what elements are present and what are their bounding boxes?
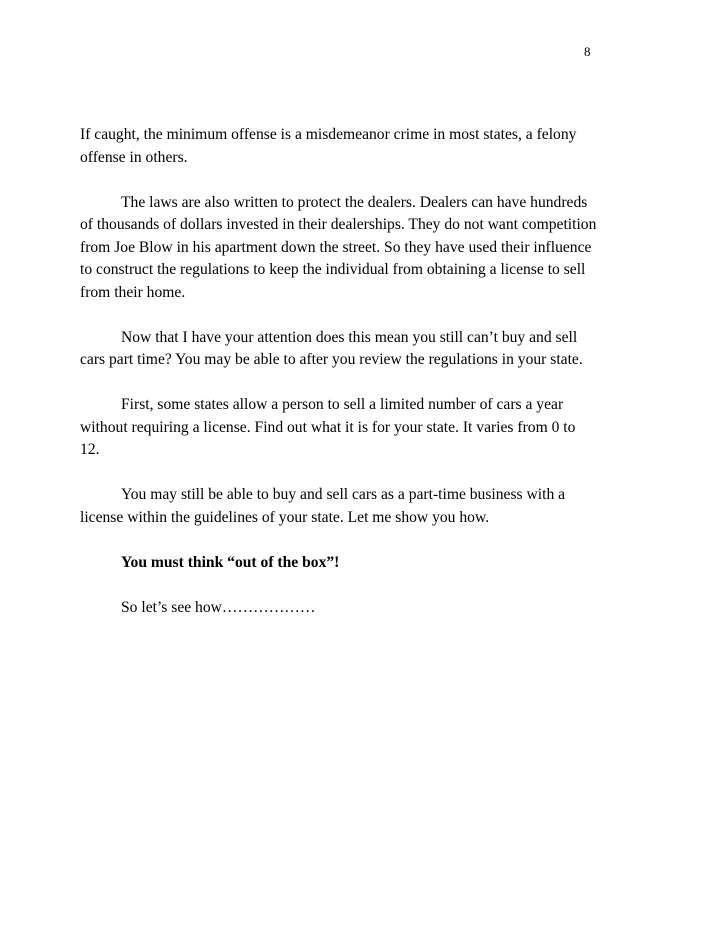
text-line: to construct the regulations to keep the individual from obtaining a license to sell xyxy=(80,261,586,278)
text-line: of thousands of dollars invested in their dealerships. They do not want competition xyxy=(80,216,597,233)
text-line: offense in others. xyxy=(80,148,188,166)
text-line: Now that I have your attention does this mean you still can’t buy and sell xyxy=(121,328,578,346)
body-text xyxy=(80,124,650,642)
emphasis-line: You must think “out of the box”! xyxy=(121,553,340,571)
text-line: The laws are also written to protect the dealers. Dealers can have hundreds xyxy=(121,193,588,211)
paragraph-limited-cars xyxy=(80,394,650,462)
paragraph-laws-protect-dealers xyxy=(80,192,650,305)
paragraph-out-of-the-box xyxy=(80,552,650,575)
text-line: without requiring a license. Find out what it is for your state. It varies from 0 to xyxy=(80,418,576,436)
text-line: First, some states allow a person to sell a limited number of cars a year xyxy=(121,396,564,413)
text-line: license within the guidelines of your state. Let me show you how. xyxy=(80,508,490,526)
text-line: cars part time? You may be able to after you review the regulations in your state. xyxy=(80,351,583,368)
paragraph-part-time-business xyxy=(80,484,650,529)
text-line: from Joe Blow in his apartment down the street. So they have used their influence xyxy=(80,238,592,256)
text-line: So let’s see how……………… xyxy=(121,598,316,616)
paragraph-caught xyxy=(80,124,650,169)
paragraph-see-how xyxy=(80,597,650,620)
text-line: If caught, the minimum offense is a misdemeanor crime in most states, a felony xyxy=(80,126,577,143)
text-line: 12. xyxy=(80,441,100,458)
page-number: 8 xyxy=(584,44,591,59)
text-line: from their home. xyxy=(80,283,186,301)
paragraph-attention xyxy=(80,327,650,372)
text-line: You may still be able to buy and sell cars as a part-time business with a xyxy=(121,486,566,503)
